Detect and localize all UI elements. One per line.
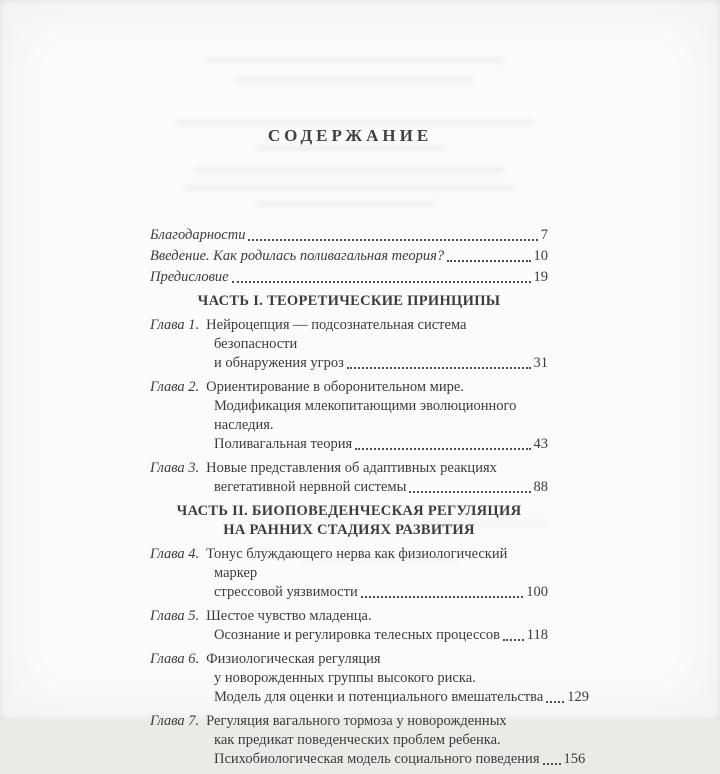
chapter-number: Глава 3. xyxy=(150,460,200,476)
part-heading xyxy=(150,502,548,540)
front-matter-label: Благодарности xyxy=(150,227,246,243)
page-number: 7 xyxy=(540,227,548,243)
page-number: 100 xyxy=(526,584,548,600)
chapter-number: Глава 7. xyxy=(150,713,200,729)
chapter-title-text: Осознание и регулировка телесных процессов xyxy=(214,627,500,643)
chapter-number: Глава 4. xyxy=(150,546,200,562)
chapter-number: Глава 1. xyxy=(150,317,200,333)
dot-leader xyxy=(361,596,524,598)
dot-leader xyxy=(232,281,531,283)
toc-entry xyxy=(150,607,548,645)
chapter-title-line xyxy=(214,354,548,373)
chapter-title-line xyxy=(214,478,548,497)
part-heading xyxy=(150,292,548,311)
page-number: 88 xyxy=(533,479,548,495)
chapter-title-line: у новорожденных группы высокого риска. xyxy=(214,670,476,686)
chapter-title-line xyxy=(214,626,548,645)
part-heading-line: ЧАСТЬ I. ТЕОРЕТИЧЕСКИЕ ПРИНЦИПЫ xyxy=(197,293,501,309)
part-heading-line: ЧАСТЬ II. БИОПОВЕДЕНЧЕСКАЯ РЕГУЛЯЦИЯ xyxy=(176,503,522,519)
part-heading-line: НА РАННИХ СТАДИЯХ РАЗВИТИЯ xyxy=(223,522,475,538)
dot-leader xyxy=(409,491,530,493)
dot-leader xyxy=(355,448,530,450)
dot-leader xyxy=(543,763,561,765)
front-matter-label: Введение. Как родилась поливагальная теория? xyxy=(150,248,445,264)
chapter-title-line xyxy=(214,750,586,769)
front-matter-row xyxy=(150,226,548,245)
chapter-title-text: Физиологическая регуляция xyxy=(206,651,381,667)
toc-entry xyxy=(150,712,586,769)
chapter-number: Глава 2. xyxy=(150,379,200,395)
toc-entry xyxy=(150,459,548,497)
bleed-through-line xyxy=(195,166,505,173)
front-matter-row xyxy=(150,247,548,266)
chapter-title-text: Нейроцепция — подсознательная система безопасности xyxy=(206,317,467,352)
toc-title: СОДЕРЖАНИЕ xyxy=(267,126,433,145)
page-number: 43 xyxy=(533,436,548,452)
chapter-title-text: и обнаружения угроз xyxy=(214,355,344,371)
chapter-title-line xyxy=(150,459,548,478)
chapter-title-line xyxy=(214,583,548,602)
toc-entry xyxy=(150,650,590,707)
front-matter-label: Предисловие xyxy=(150,269,229,285)
chapter-title-text: Ориентирование в оборонительном мире. xyxy=(206,379,464,395)
chapter-title-line xyxy=(150,650,548,669)
bleed-through-line xyxy=(185,184,515,191)
chapter-title-line xyxy=(150,545,548,583)
chapter-title-text: Поливагальная теория xyxy=(214,436,353,452)
dot-leader xyxy=(347,367,531,369)
dot-leader xyxy=(447,260,530,262)
page-number: 118 xyxy=(526,627,548,643)
chapter-title-text: Тонус блуждающего нерва как физиологический маркер xyxy=(206,546,508,581)
chapter-title-line: Модификация млекопитающими эволюционного наследия. xyxy=(214,398,517,433)
dot-leader xyxy=(248,239,537,241)
bleed-through-line xyxy=(205,57,505,64)
page-number: 10 xyxy=(533,248,548,264)
chapter-title-line xyxy=(214,435,548,454)
chapter-title-text: Психобиологическая модель социального поведения xyxy=(214,751,540,767)
toc-entry xyxy=(150,378,548,454)
chapter-title-line xyxy=(150,378,548,397)
chapter-title-line xyxy=(150,316,548,354)
page-number: 156 xyxy=(563,751,586,767)
dot-leader xyxy=(546,701,564,703)
chapter-number: Глава 6. xyxy=(150,651,200,667)
front-matter-row xyxy=(150,268,548,287)
toc-entry xyxy=(150,545,548,602)
chapter-title-text: стрессовой уязвимости xyxy=(214,584,358,600)
chapter-title-text: Шестое чувство младенца. xyxy=(206,608,372,624)
bleed-through-line xyxy=(255,201,435,208)
page-number: 129 xyxy=(567,689,590,705)
chapter-title-line: как предикат поведенческих проблем ребенка. xyxy=(214,732,501,748)
dot-leader xyxy=(503,639,524,641)
chapter-title-line xyxy=(150,607,548,626)
table-of-contents xyxy=(150,226,590,774)
page-number: 31 xyxy=(533,355,548,371)
bleed-through-line xyxy=(175,119,535,126)
chapter-title-text: Новые представления об адаптивных реакциях xyxy=(206,460,497,476)
chapter-number: Глава 5. xyxy=(150,608,200,624)
page-number: 19 xyxy=(533,269,548,285)
chapter-title-line xyxy=(150,712,548,731)
chapter-title-line xyxy=(214,688,590,707)
chapter-title-text: Модель для оценки и потенциального вмешательства xyxy=(214,689,544,705)
bleed-through-line xyxy=(255,145,445,152)
toc-entry xyxy=(150,316,548,373)
bleed-through-line xyxy=(235,76,475,83)
chapter-title-text: Регуляция вагального тормоза у новорожденных xyxy=(206,713,507,729)
chapter-title-text: вегетативной нервной системы xyxy=(214,479,407,495)
